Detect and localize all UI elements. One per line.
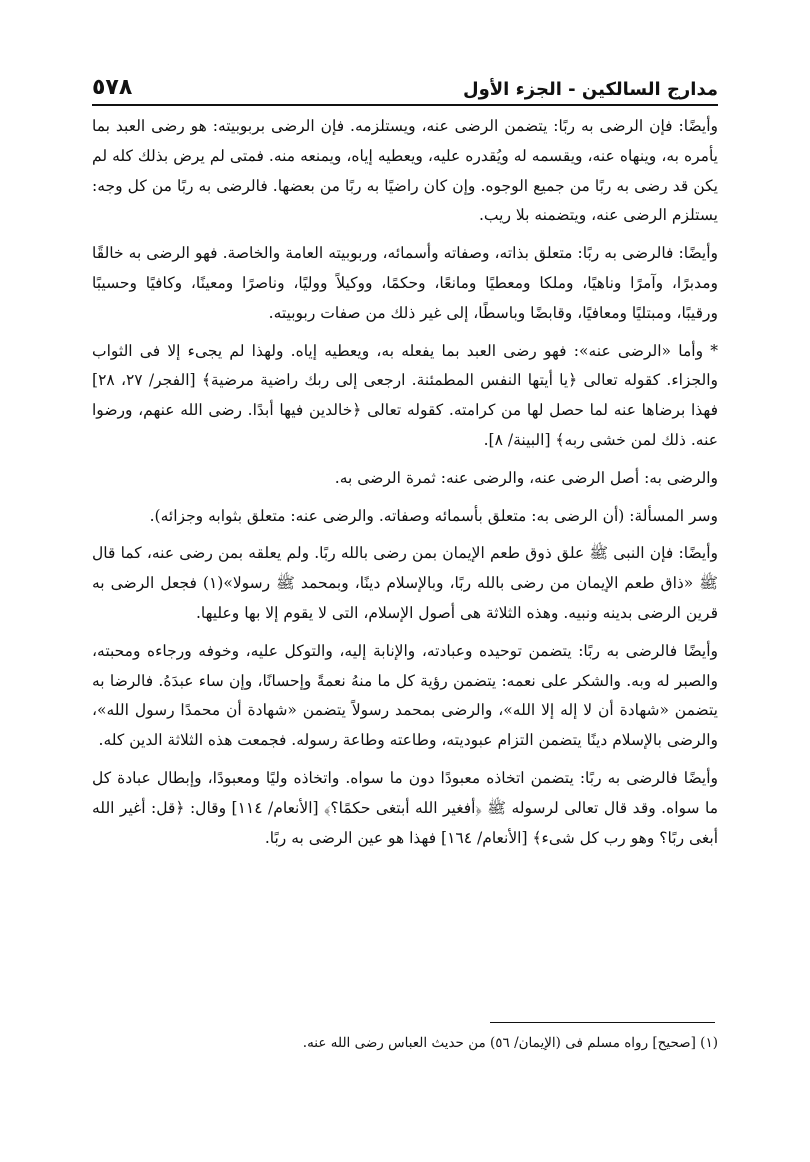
paragraph: * وأما «الرضى عنه»: فهو رضى العبد بما يفعله به، ويعطيه إياه. ولهذا لم يجىء إلا فى الثواب والجزاء. كقوله تعالى ﴿يا أيتها النفس المطمئنة. ارجعى إلى ربك راضية مرضية﴾ [الفجر/ ٢٧، ٢٨] فهذا برضاها عنه لما حصل لها من كرامته. كقوله تعالى ﴿خالدين فيها أبدًا. رضى الله عنهم، ورضوا عنه. ذلك لمن خشى ربه﴾ [البينة/ ٨]. [92, 341, 718, 449]
paragraph: والرضى به: أصل الرضى عنه، والرضى عنه: ثمرة الرضى به. [334, 468, 718, 487]
paragraph: وأيضًا فالرضى به ربًا: يتضمن توحيده وعبادته، والإنابة إليه، والتوكل عليه، وخوفه ورجاءه ومحبته، والصبر له وبه. والشكر على نعمه: يتضمن رؤية كل ما منهُ نعمةً وإحسانًا، وإن ساء عبدَهُ. فالرضا به يتضمن «شهادة أن لا إله إلا الله»، والرضى بمحمد رسولاً يتضمن «شهادة أن محمدًا رسول الله»، والرضى بالإسلام دينًا يتضمن التزام عبوديته، وطاعته وطاعة رسوله. فجمعت هذه الثلاثة الدين كله. [92, 641, 718, 750]
paragraph: وأيضًا: فالرضى به ربًا: متعلق بذاته، وصفاته وأسمائه، وربوبيته العامة والخاصة. فهو الرضى به خالقًا ومدبرًا، وآمرًا وناهيًا، وملكا ومعطيًا ومانعًا، وحكمًا، ووكيلاً ووليًا، وناصرًا ومعينًا، وكافيًا وحسيبًا ورقيبًا، ومبتليًا ومعافيًا، وقابضًا وباسطًا، إلى غير ذلك من صفات ربوبيته. [92, 244, 718, 322]
paragraph: وأيضًا: فإن الرضى به ربًا: يتضمن الرضى عنه، ويستلزمه. فإن الرضى بربوبيته: هو رضى العبد بما يأمره به، وينهاه عنه، ويقسمه له ويُقدره عليه، ويعطيه إياه، ويمنعه منه. فمتى لم يرض بذلك كله لم يكن قد رضى به ربًا من جميع الوجوه. وإن كان راضيًا به ربًا من بعضها. فالرضى به ربًا من كل وجه: يستلزم الرضى عنه، ويتضمنه بلا ريب. [92, 117, 718, 225]
footnote: (١) [صحيح] رواه مسلم فى (الإيمان/ ٥٦) من حديث العباس رضى الله عنه. [302, 1035, 718, 1051]
page-header [92, 66, 718, 100]
footnote-divider [490, 1022, 715, 1023]
header-divider [92, 104, 718, 106]
paragraph: وأيضًا: فإن النبى ﷺ علق ذوق طعم الإيمان بمن رضى بالله ربًا. ولم يعلقه بمن رضى عنه، كما قال ﷺ «ذاق طعم الإيمان من رضى بالله ربًا، وبالإسلام دينًا، وبمحمد ﷺ رسولا»(١) فجعل الرضى به قرين الرضى بدينه ونبيه. وهذه الثلاثة هى أصول الإسلام، التى لا يقوم إلا بها وعليها. [92, 544, 718, 622]
main-text [92, 112, 718, 861]
paragraph: وأيضًا فالرضى به ربًا: يتضمن اتخاذه معبودًا دون ما سواه. واتخاذه وليًا ومعبودًا، وإبطال عبادة كل ما سواه. وقد قال تعالى لرسوله ﷺ ﴿أفغير الله أبتغى حكمًا؟﴾ [الأنعام/ ١١٤] وقال: ﴿قل: أغير الله أبغى ربًا؟ وهو رب كل شىء﴾ [الأنعام/ ١٦٤] فهذا هو عين الرضى به ربًا. [92, 768, 719, 847]
paragraph: وسر المسألة: (أن الرضى به: متعلق بأسمائه وصفاته. والرضى عنه: متعلق بثوابه وجزائه). [149, 506, 718, 525]
running-title: مدارج السالكين - الجزء الأول [462, 79, 718, 100]
page-number: ٥٧٨ [92, 75, 133, 100]
